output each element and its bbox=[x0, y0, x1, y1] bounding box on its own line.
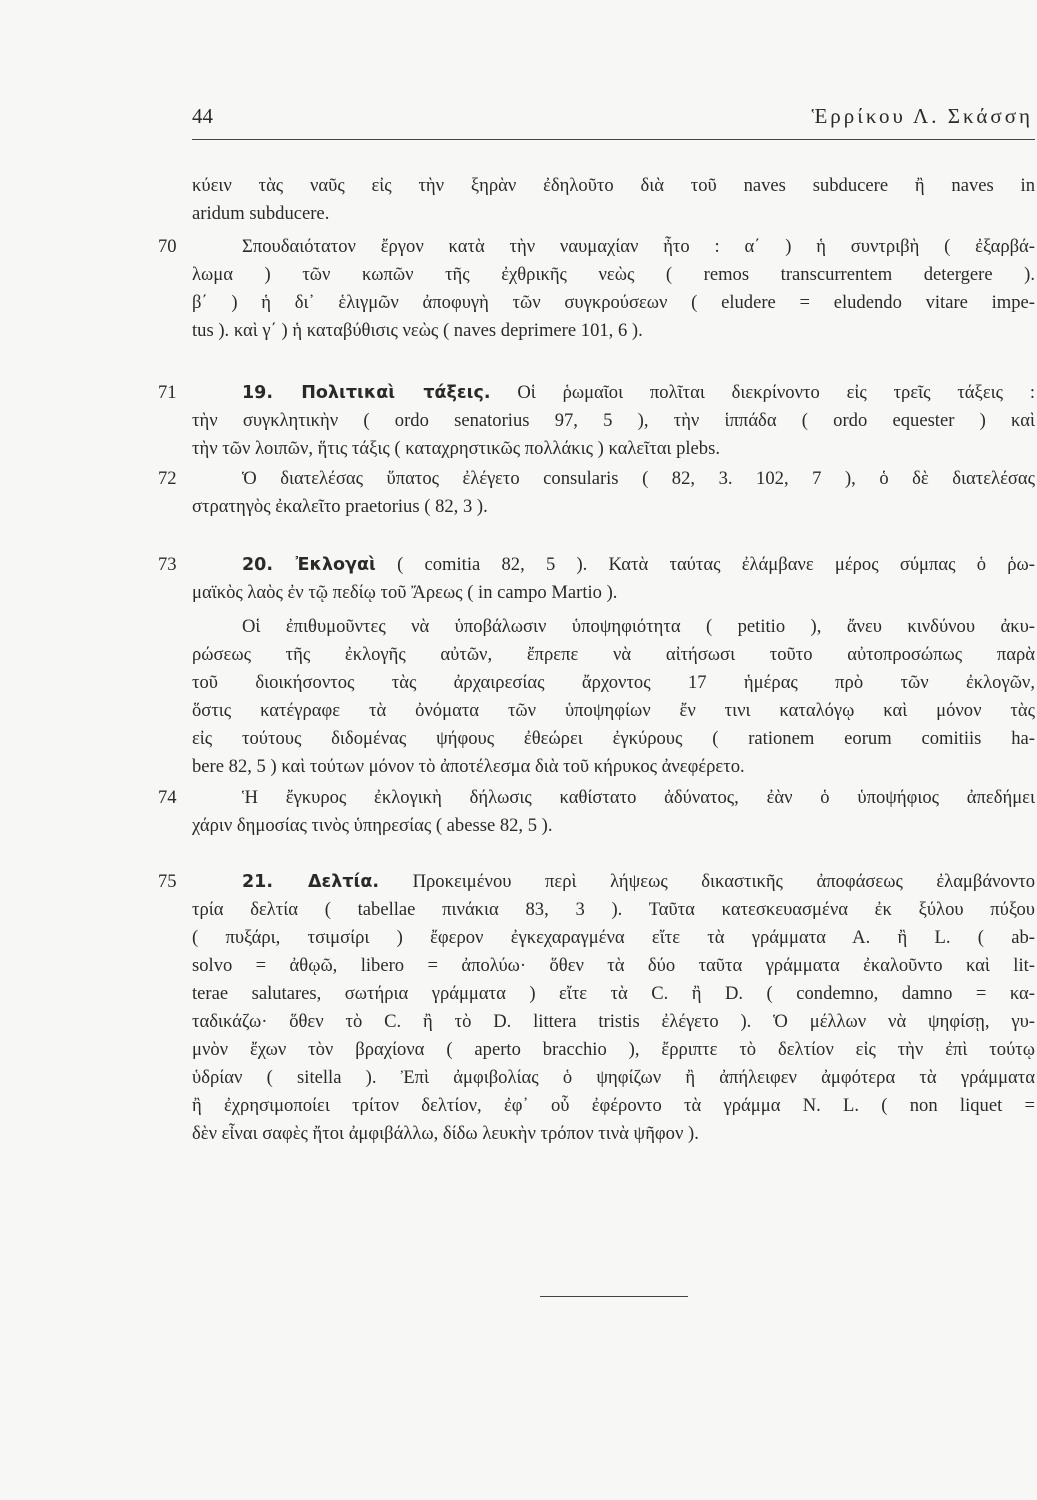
text-line: Σπουδαιότατον ἔργον κατὰ τὴν ναυμαχίαν ἦτο : α΄ ) ἡ συντριβὴ ( ἐξαρβά- bbox=[242, 236, 1035, 257]
text-line: ρώσεως τῆς ἐκλογῆς αὐτῶν, ἔπρεπε νὰ αἰτήσωσι τοῦτο αὐτοπροσώπως παρὰ bbox=[192, 644, 1035, 665]
text-span: ( comitia 82, 5 ). Κατὰ ταύτας ἐλάμβανε μέρος σύμπας ὁ ῥω- bbox=[397, 554, 1035, 575]
text-line: β΄ ) ἡ δι᾽ ἑλιγμῶν ἀποφυγὴ τῶν συγκρούσεων ( eludere = eludendo vitare impe- bbox=[192, 292, 1035, 313]
margin-number-71: 71 bbox=[158, 382, 177, 403]
text-line: τὴν συγκλητικὴν ( ordo senatorius 97, 5 ), τὴν ἱππάδα ( ordo equester ) καὶ bbox=[192, 410, 1035, 431]
text-line-with-heading bbox=[242, 552, 1035, 578]
text-span: Οἱ ῥωμαῖοι πολῖται διεκρίνοντο εἰς τρεῖς τάξεις : bbox=[517, 382, 1035, 403]
text-line: bere 82, 5 ) καὶ τούτων μόνον τὸ ἀποτέλεσμα διὰ τοῦ κήρυκος ἀνεφέρετο. bbox=[192, 756, 745, 777]
text-line: Ὁ διατελέσας ὕπατος ἐλέγετο consularis ( 82, 3. 102, 7 ), ὁ δὲ διατελέσας bbox=[242, 468, 1035, 489]
text-span: Προκειμένου περὶ λήψεως δικαστικῆς ἀποφάσεως ἐλαμβάνοντο bbox=[412, 871, 1035, 892]
header-rule bbox=[192, 139, 1035, 140]
heading-19: 19. Πολιτικαὶ τάξεις. bbox=[242, 383, 491, 403]
text-line: ὑδρίαν ( sitella ). Ἐπὶ ἀμφιβολίας ὁ ψηφίζων ἢ ἀπήλειφεν ἀμφότερα τὰ γράμματα bbox=[192, 1067, 1035, 1088]
text-line: μαϊκὸς λαὸς ἐν τῷ πεδίῳ τοῦ Ἄρεως ( in campo Martio ). bbox=[192, 582, 618, 603]
text-line: δὲν εἶναι σαφὲς ἤτοι ἀμφιβάλλω, δίδω λευκὴν τρόπον τινὰ ψῆφον ). bbox=[192, 1123, 699, 1144]
text-line: ὅστις κατέγραφε τὰ ὀνόματα τῶν ὑποψηφίων ἔν τινι καταλόγῳ καὶ μόνον τὰς bbox=[192, 700, 1035, 721]
margin-number-74: 74 bbox=[158, 787, 177, 808]
text-line: Ἡ ἔγκυρος ἐκλογικὴ δήλωσις καθίστατο ἀδύνατος, ἐὰν ὁ ὑποψήφιος ἀπεδήμει bbox=[242, 787, 1035, 808]
text-line: τοῦ διοικήσοντος τὰς ἀρχαιρεσίας ἄρχοντος 17 ἡμέρας πρὸ τῶν ἐκλογῶν, bbox=[192, 672, 1035, 693]
page-header bbox=[192, 104, 1035, 134]
margin-number-70: 70 bbox=[158, 236, 177, 257]
text-line: ἢ ἐχρησιμοποίει τρίτον δελτίον, ἐφ᾽ οὗ ἐφέροντο τὰ γράμμα N. L. ( non liquet = bbox=[192, 1095, 1035, 1116]
text-line: ταδικάζω· ὅθεν τὸ C. ἢ τὸ D. littera tristis ἐλέγετο ). Ὁ μέλλων νὰ ψηφίσῃ, γυ- bbox=[192, 1011, 1035, 1032]
text-line: solvo = ἀθῳῶ, libero = ἀπολύω· ὅθεν τὰ δύο ταῦτα γράμματα ἐκαλοῦντο καὶ lit- bbox=[192, 955, 1035, 976]
text-line: τρία δελτία ( tabellae πινάκια 83, 3 ). Ταῦτα κατεσκευασμένα ἐκ ξύλου πύξου bbox=[192, 899, 1035, 920]
margin-number-73: 73 bbox=[158, 554, 177, 575]
text-line-with-heading bbox=[242, 380, 1035, 406]
margin-number-75: 75 bbox=[158, 871, 177, 892]
text-line: μνὸν ἔχων τὸν βραχίονα ( aperto bracchio ), ἔρριπτε τὸ δελτίον εἰς τὴν ἐπὶ τούτῳ bbox=[192, 1039, 1035, 1060]
page-number: 44 bbox=[192, 104, 213, 128]
heading-21: 21. Δελτία. bbox=[242, 872, 380, 892]
text-line: λωμα ) τῶν κωπῶν τῆς ἐχθρικῆς νεὼς ( remos transcurrentem detergere ). bbox=[192, 264, 1035, 285]
text-line: χάριν δημοσίας τινὸς ὑπηρεσίας ( abesse 82, 5 ). bbox=[192, 815, 553, 836]
footer-rule bbox=[540, 1296, 688, 1297]
text-line: τὴν τῶν λοιπῶν, ἥτις τάξις ( καταχρηστικῶς πολλάκις ) καλεῖται plebs. bbox=[192, 438, 720, 459]
text-line: Οἱ ἐπιθυμοῦντες νὰ ὑποβάλωσιν ὑποψηφιότητα ( petitio ), ἄνευ κινδύνου ἀκυ- bbox=[242, 616, 1035, 637]
text-line: στρατηγὸς ἐκαλεῖτο praetorius ( 82, 3 ). bbox=[192, 496, 488, 517]
text-line: κύειν τὰς ναῦς εἰς τὴν ξηρὰν ἐδηλοῦτο διὰ τοῦ naves subducere ἢ naves in bbox=[192, 175, 1035, 196]
running-head: Ἑρρίκου Λ. Σκάσση bbox=[811, 104, 1033, 128]
text-line-with-heading bbox=[242, 869, 1035, 895]
text-line: ( πυξάρι, τσιμσίρι ) ἔφερον ἐγκεχαραγμένα εἴτε τὰ γράμματα Α. ἢ L. ( ab- bbox=[192, 927, 1035, 948]
margin-number-72: 72 bbox=[158, 468, 177, 489]
text-line: εἰς τούτους διδομένας ψήφους ἐθεώρει ἐγκύρους ( rationem eorum comitiis ha- bbox=[192, 728, 1035, 749]
text-line: tus ). καὶ γ΄ ) ἡ καταβύθισις νεὼς ( naves deprimere 101, 6 ). bbox=[192, 320, 643, 341]
text-line: aridum subducere. bbox=[192, 203, 330, 224]
text-line: terae salutares, σωτήρια γράμματα ) εἴτε τὰ C. ἢ D. ( condemno, damno = κα- bbox=[192, 983, 1035, 1004]
heading-20: 20. Ἐκλογαὶ bbox=[242, 555, 376, 575]
